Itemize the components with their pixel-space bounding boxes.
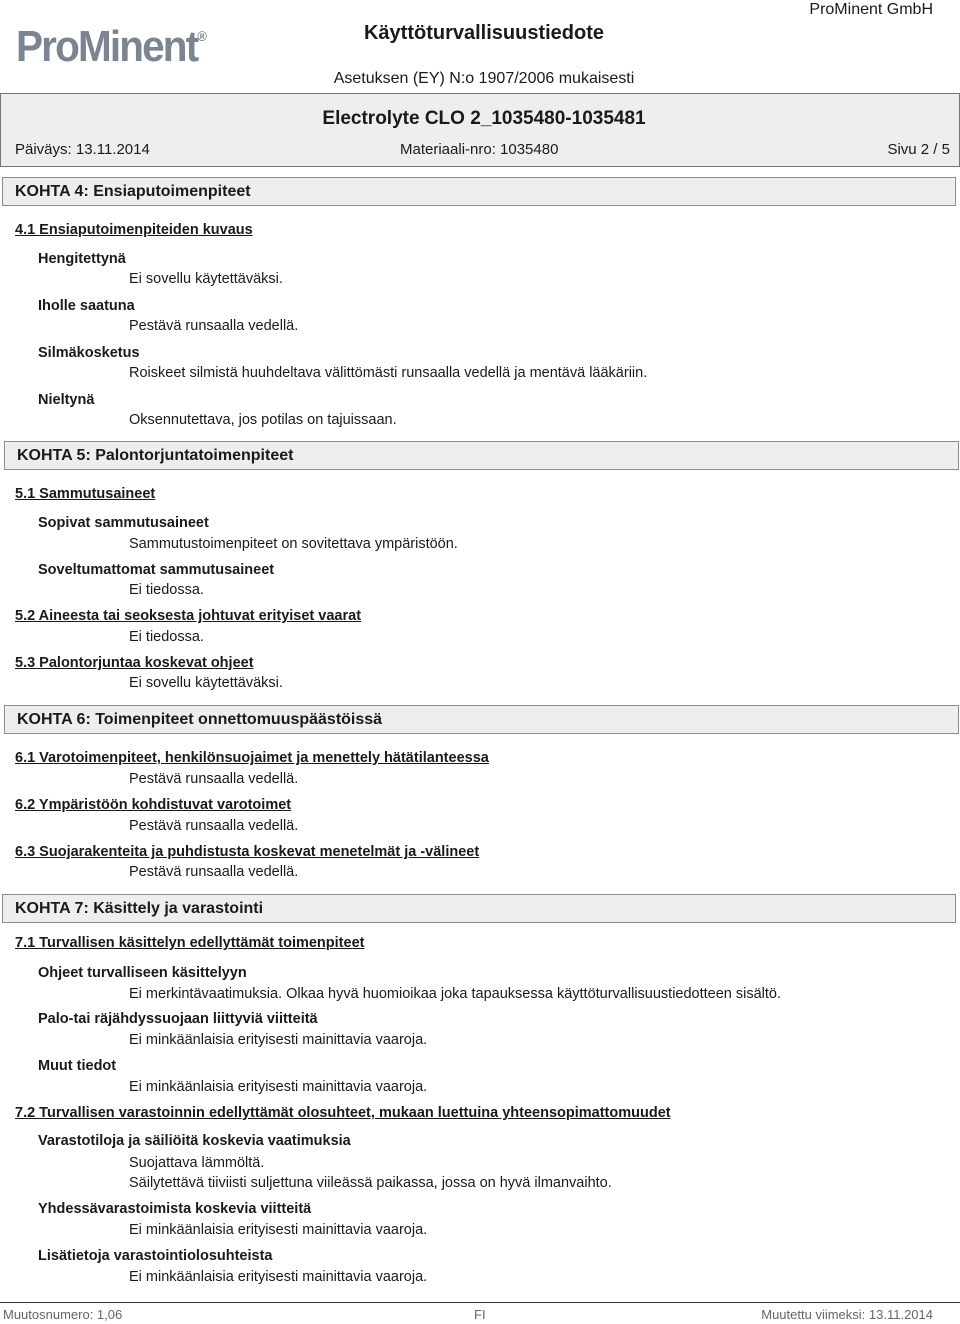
section-7-header: KOHTA 7: Käsittely ja varastointi: [2, 894, 956, 923]
company-name: ProMinent GmbH: [809, 1, 933, 18]
date: Päiväys: 13.11.2014: [15, 141, 150, 158]
subsection-6-1: 6.1 Varotoimenpiteet, henkilönsuojaimet ja menettely hätätilanteessa: [15, 750, 489, 766]
subsection-5-3-text: Ei sovellu käytettäväksi.: [129, 675, 283, 691]
subsection-6-1-text: Pestävä runsaalla vedellä.: [129, 771, 299, 787]
eye-text: Roiskeet silmistä huuhdeltava välittömästi runsaalla vedellä ja mentävä lääkäriin.: [129, 365, 648, 381]
subsection-5-3: 5.3 Palontorjuntaa koskevat ohjeet: [15, 655, 254, 671]
prominent-logo: ProMinent®: [16, 22, 207, 71]
subsection-6-2-text: Pestävä runsaalla vedellä.: [129, 818, 299, 834]
safe-handling-text: Ei merkintävaatimuksia. Olkaa hyvä huomioikaa joka tapauksessa käyttöturvallisuustiedotteen sisältö.: [129, 986, 782, 1002]
skin-text: Pestävä runsaalla vedellä.: [129, 318, 299, 334]
ingestion-label: Nieltynä: [38, 392, 95, 408]
subsection-4-1: 4.1 Ensiaputoimenpiteiden kuvaus: [15, 222, 253, 238]
last-updated: Muutettu viimeksi: 13.11.2014: [761, 1307, 933, 1322]
storage-info-text: Ei minkäänlaisia erityisesti mainittavia vaaroja.: [129, 1269, 428, 1285]
unsuitable-media-label: Soveltumattomat sammutusaineet: [38, 562, 275, 578]
subsection-5-2: 5.2 Aineesta tai seoksesta johtuvat erityiset vaarat: [15, 608, 362, 624]
suitable-media-text: Sammutustoimenpiteet on sovitettava ympäristöön.: [129, 536, 458, 552]
subsection-5-1: 5.1 Sammutusaineet: [15, 486, 156, 502]
storage-requirements-label: Varastotiloja ja säiliöitä koskevia vaatimuksia: [38, 1133, 351, 1149]
subsection-6-2: 6.2 Ympäristöön kohdistuvat varotoimet: [15, 797, 292, 813]
fire-protection-label: Palo-tai räjähdyssuojaan liittyviä viitteitä: [38, 1011, 318, 1027]
subsection-7-1: 7.1 Turvallisen käsittelyn edellyttämät toimenpiteet: [15, 935, 365, 951]
unsuitable-media-text: Ei tiedossa.: [129, 582, 204, 598]
document-title: Käyttöturvallisuustiedote: [363, 22, 605, 44]
subsection-6-3: 6.3 Suojarakenteita ja puhdistusta koskevat menetelmät ja -välineet: [15, 844, 480, 860]
other-info-text: Ei minkäänlaisia erityisesti mainittavia vaaroja.: [129, 1079, 428, 1095]
subsection-5-2-text: Ei tiedossa.: [129, 629, 204, 645]
ingestion-text: Oksennutettava, jos potilas on tajuissaan.: [129, 412, 397, 428]
page-number: Sivu 2 / 5: [887, 141, 950, 158]
safe-handling-label: Ohjeet turvalliseen käsittelyyn: [38, 965, 247, 981]
joint-storage-text: Ei minkäänlaisia erityisesti mainittavia vaaroja.: [129, 1222, 428, 1238]
subsection-7-2: 7.2 Turvallisen varastoinnin edellyttämät olosuhteet, mukaan luettuina yhteensopimattomuudet: [15, 1105, 671, 1121]
language-code: FI: [474, 1307, 486, 1322]
material-number: Materiaali-nro: 1035480: [400, 141, 559, 158]
section-6-header: KOHTA 6: Toimenpiteet onnettomuuspäästöissä: [4, 705, 959, 734]
product-name: Electrolyte CLO 2_1035480-1035481: [322, 108, 646, 129]
other-info-label: Muut tiedot: [38, 1058, 117, 1074]
joint-storage-label: Yhdessävarastoimista koskevia viitteitä: [38, 1201, 312, 1217]
revision-number: Muutosnumero: 1,06: [3, 1307, 123, 1322]
skin-label: Iholle saatuna: [38, 298, 135, 314]
fire-protection-text: Ei minkäänlaisia erityisesti mainittavia vaaroja.: [129, 1032, 428, 1048]
storage-requirements-text-2: Säilytettävä tiiviisti suljettuna viileässä paikassa, jossa on hyvä ilmanvaihto.: [129, 1175, 612, 1191]
inhalation-label: Hengitettynä: [38, 251, 126, 267]
subsection-6-3-text: Pestävä runsaalla vedellä.: [129, 864, 299, 880]
storage-requirements-text-1: Suojattava lämmöltä.: [129, 1155, 265, 1171]
eye-label: Silmäkosketus: [38, 345, 140, 361]
suitable-media-label: Sopivat sammutusaineet: [38, 515, 209, 531]
inhalation-text: Ei sovellu käytettäväksi.: [129, 271, 283, 287]
section-5-header: KOHTA 5: Palontorjuntatoimenpiteet: [4, 441, 959, 470]
footer-divider: [0, 1302, 960, 1303]
regulation-line: Asetuksen (EY) N:o 1907/2006 mukaisesti: [333, 70, 635, 87]
storage-info-label: Lisätietoja varastointiolosuhteista: [38, 1248, 273, 1264]
section-4-header: KOHTA 4: Ensiaputoimenpiteet: [2, 177, 956, 206]
